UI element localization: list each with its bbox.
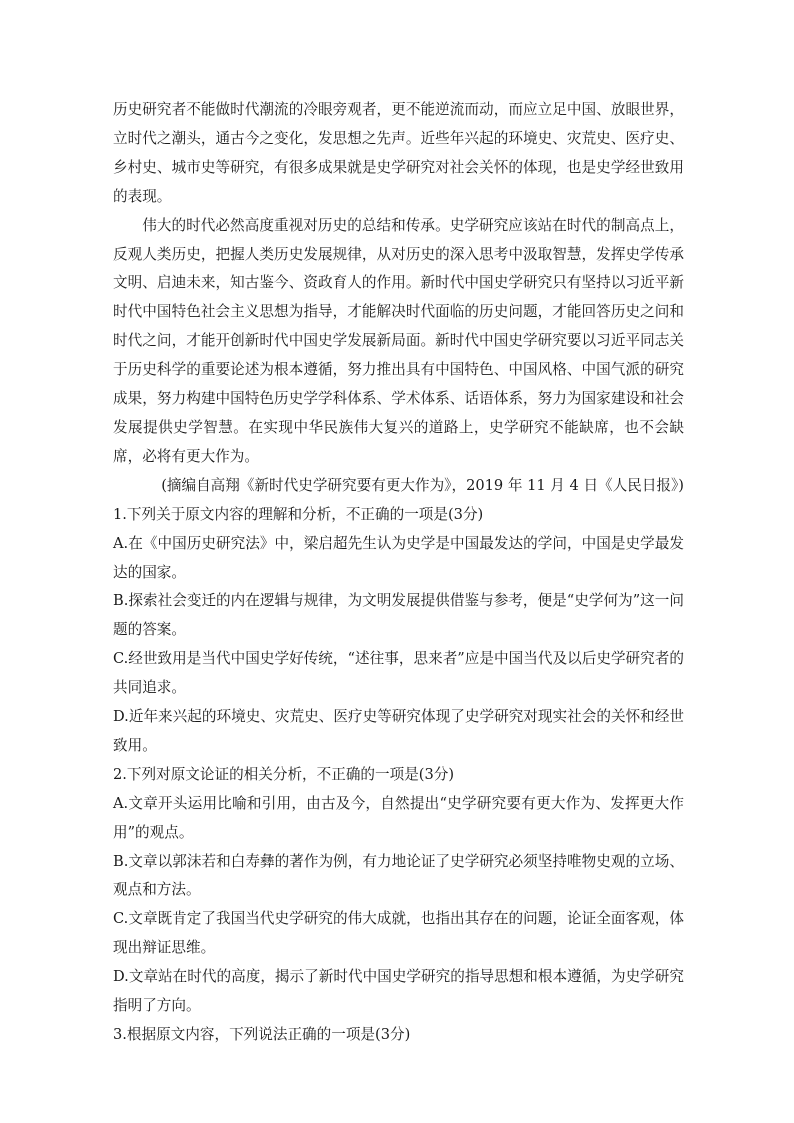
question-stem: 3.根据原文内容，下列说法正确的一项是(3分) xyxy=(113,1026,411,1043)
source-citation: (摘编自高翔《新时代史学研究要有更大作为》，2019 年 11 月 4 日《人民日报》) xyxy=(161,476,684,494)
body-paragraph: 伟大的时代必然高度重视对历史的总结和传承。史学研究应该站在时代的制高点上，反观人类历史，把握人类历史发展规律，从对历史的深入思考中汲取智慧，发挥史学传承文明、启迪未来，知古鉴今、资政育人的作用。新时代中国史学研究只有坚持以习近平新时代中国特色社会主义思想为指导，才能解决时代面临的历史问题，才能回答历史之问和时代之问，才能开创新时代中国史学发展新局面。新时代中国史学研究要以习近平同志关于历史科学的重要论述为根本遵循，努力推出具有中国特色、中国风格、中国气派的研究成果，努力构建中国特色历史学学科体系、学术体系、话语体系，努力为国家建设和社会发展提供史学智慧。在实现中华民族伟大复兴的道路上，史学研究不能缺席，也不会缺席，必将有更大作为。 xyxy=(113,216,684,465)
answer-option-b: B.文章以郭沫若和白寿彝的著作为例，有力地论证了史学研究必须坚持唯物史观的立场、观点和方法。 xyxy=(113,852,684,899)
answer-option-c: C.经世致用是当代中国史学好传统，“述往事，思来者”应是中国当代及以后史学研究者的共同追求。 xyxy=(113,650,684,697)
answer-option-a: A.文章开头运用比喻和引用，由古及今，自然提出“史学研究要有更大作为、发挥更大作用”的观点。 xyxy=(113,794,684,841)
question-stem: 1.下列关于原文内容的理解和分析，不正确的一项是(3分) xyxy=(113,505,484,523)
answer-option-a: A.在《中国历史研究法》中，梁启超先生认为史学是中国最发达的学问，中国是史学最发达的国家。 xyxy=(113,534,684,581)
answer-option-b: B.探索社会变迁的内在逻辑与规律，为文明发展提供借鉴与参考，便是“史学何为”这一问题的答案。 xyxy=(113,592,684,639)
question-stem: 2.下列对原文论证的相关分析，不正确的一项是(3分) xyxy=(113,765,455,783)
answer-option-d: D.文章站在时代的高度，揭示了新时代中国史学研究的指导思想和根本遵循，为史学研究指明了方向。 xyxy=(113,968,684,1015)
answer-option-d: D.近年来兴起的环境史、灾荒史、医疗史等研究体现了史学研究对现实社会的关怀和经世致用。 xyxy=(113,708,684,754)
answer-option-c: C.文章既肯定了我国当代史学研究的伟大成就，也指出其存在的问题，论证全面客观，体现出辩证思维。 xyxy=(113,910,684,957)
body-paragraph: 历史研究者不能做时代潮流的冷眼旁观者，更不能逆流而动，而应立足中国、放眼世界，立时代之潮头，通古今之变化，发思想之先声。近些年兴起的环境史、灾荒史、医疗史、乡村史、城市史等研究，有很多成果就是史学研究对社会关怀的体现，也是史学经世致用的表现。 xyxy=(113,101,684,205)
